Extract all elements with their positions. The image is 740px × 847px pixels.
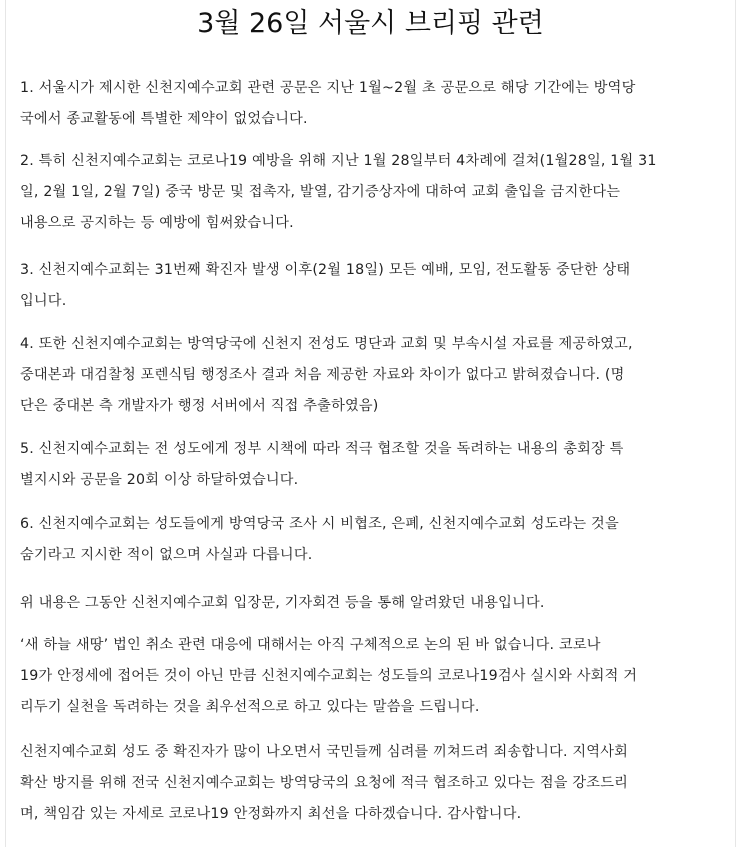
paragraph-1 (20, 73, 726, 135)
paragraph-line: ‘새 하늘 새땅’ 법인 취소 관련 대응에 대해서는 아직 구체적으로 논의 된 바 없습니다. 코로나 (20, 637, 601, 653)
document-title: 3월 26일 서울시 브리핑 관련 (197, 8, 544, 39)
paragraph-line: 리두기 실천을 독려하는 것을 최우선적으로 하고 있다는 말씀을 드립니다. (20, 699, 480, 715)
paragraph-7 (20, 588, 726, 619)
paragraph-6 (20, 509, 726, 571)
paragraph-line: 2. 특히 신천지예수교회는 코로나19 예방을 위해 지난 1월 28일부터 4차례에 걸쳐(1월28일, 1월 31 (20, 153, 657, 169)
paragraph-line: 며, 책임감 있는 자세로 코로나19 안정화까지 최선을 다하겠습니다. 감사합니다. (20, 806, 522, 822)
paragraph-line: 신천지예수교회 성도 중 확진자가 많이 나오면서 국민들께 심려를 끼쳐드려 죄송합니다. 지역사회 (20, 744, 629, 760)
paragraph-line: 4. 또한 신천지예수교회는 방역당국에 신천지 전성도 명단과 교회 및 부속시설 자료를 제공하였고, (20, 336, 633, 352)
paragraph-line: 별지시와 공문을 20회 이상 하달하였습니다. (20, 472, 299, 488)
paragraph-3 (20, 255, 726, 317)
paragraph-line: 6. 신천지예수교회는 성도들에게 방역당국 조사 시 비협조, 은폐, 신천지예수교회 성도라는 것을 (20, 516, 619, 532)
paragraph-2 (20, 146, 726, 239)
paragraph-line: 위 내용은 그동안 신천지예수교회 입장문, 기자회견 등을 통해 알려왔던 내용입니다. (20, 595, 545, 611)
paragraph-5 (20, 434, 726, 496)
paragraph-9 (20, 737, 726, 830)
paragraph-line: 1. 서울시가 제시한 신천지예수교회 관련 공문은 지난 1월~2월 초 공문으로 해당 기간에는 방역당 (20, 80, 636, 96)
paragraph-line: 19가 안정세에 접어든 것이 아닌 만큼 신천지예수교회는 성도들의 코로나19검사 실시와 사회적 거 (20, 668, 638, 684)
paragraph-line: 5. 신천지예수교회는 전 성도에게 정부 시책에 따라 적극 협조할 것을 독려하는 내용의 총회장 특 (20, 441, 624, 457)
paragraph-line: 내용으로 공지하는 등 예방에 힘써왔습니다. (20, 215, 294, 231)
paragraph-line: 입니다. (20, 293, 67, 309)
paragraph-line: 단은 중대본 측 개발자가 행정 서버에서 직접 추출하였음) (20, 398, 379, 414)
paragraph-8 (20, 630, 726, 723)
paragraph-line: 3. 신천지예수교회는 31번째 확진자 발생 이후(2월 18일) 모든 예배, 모임, 전도활동 중단한 상태 (20, 262, 631, 278)
paragraph-line: 숨기라고 지시한 적이 없으며 사실과 다릅니다. (20, 547, 313, 563)
paragraph-line: 중대본과 대검찰청 포렌식팀 행정조사 결과 처음 제공한 자료와 차이가 없다고 밝혀졌습니다. (명 (20, 367, 625, 383)
document-page (5, 0, 736, 847)
paragraph-line: 일, 2월 1일, 2월 7일) 중국 방문 및 접촉자, 발열, 감기증상자에 대하여 교회 출입을 금지한다는 (20, 184, 621, 200)
paragraph-line: 국에서 종교활동에 특별한 제약이 없었습니다. (20, 111, 308, 127)
paragraph-4 (20, 329, 726, 422)
paragraph-line: 확산 방지를 위해 전국 신천지예수교회는 방역당국의 요청에 적극 협조하고 있다는 점을 강조드리 (20, 775, 629, 791)
